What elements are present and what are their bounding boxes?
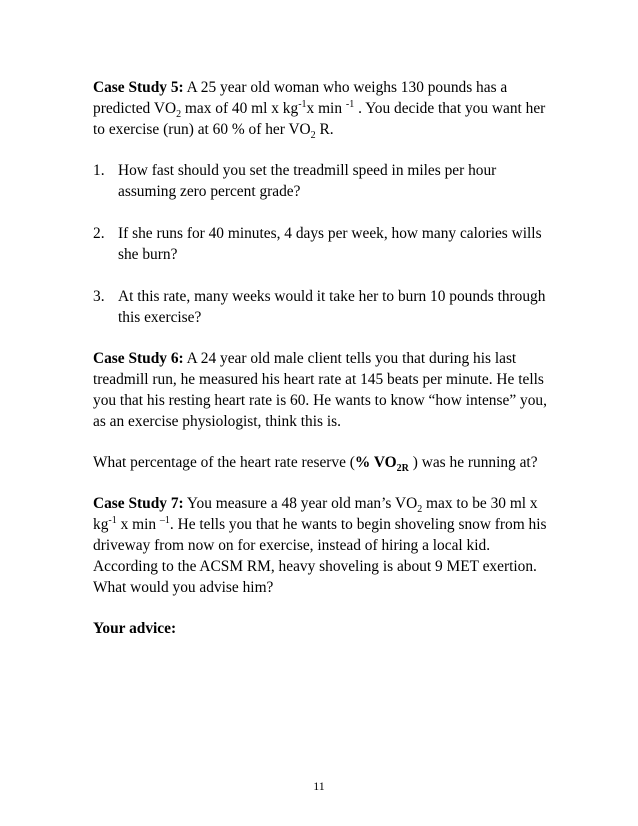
hrr-question-text: ) was he running at? [408, 454, 538, 471]
advice-label: Your advice: [93, 620, 177, 637]
case-study-5-heading: Case Study 5: [93, 79, 184, 96]
case-study-7-text: . He tells you that he wants to begin shoveling snow from his driveway from now on for exercise, instead of hiring a local kid. According to the ACSM RM, heavy shoveling is about 9 MET exertion. What would you advise him? [93, 516, 547, 596]
case-study-7-text: x min [116, 516, 160, 533]
list-item [93, 286, 553, 328]
question-number: 2. [93, 225, 105, 242]
case-study-5-text: max of 40 ml x kg [181, 100, 299, 117]
superscript: -1 [345, 98, 355, 110]
subscript: 2 [417, 504, 423, 516]
page-number: 11 [313, 779, 325, 793]
case-study-5 [93, 77, 553, 140]
superscript: -1 [298, 98, 307, 110]
question-text: If she runs for 40 minutes, 4 days per week, how many calories wills she burn? [118, 225, 542, 263]
hrr-question [93, 452, 553, 473]
case-study-7-text: max to be 30 ml x kg [93, 495, 538, 533]
list-item [93, 223, 553, 265]
hrr-question-text: What percentage of the heart rate reserve ( [93, 454, 355, 471]
subscript: 2R [396, 463, 409, 475]
case-study-5-text: x min [306, 100, 346, 117]
subscript: 2 [310, 130, 316, 142]
superscript: –1 [159, 514, 170, 526]
question-number: 1. [93, 162, 105, 179]
case-study-6 [93, 348, 553, 432]
case-study-5-text: A 25 year old woman who weighs 130 pounds has a predicted VO [93, 79, 508, 117]
case-study-7-text: You measure a 48 year old man’s VO [183, 495, 418, 512]
case-study-5-text: R. [315, 121, 334, 138]
document-body [93, 77, 553, 659]
case-study-7-heading: Case Study 7: [93, 495, 184, 512]
superscript: -1 [108, 514, 117, 526]
question-text: At this rate, many weeks would it take her to burn 10 pounds through this exercise? [118, 288, 546, 326]
hrr-symbol: % VO [354, 454, 397, 471]
case-study-6-heading: Case Study 6: [93, 350, 184, 367]
question-text: How fast should you set the treadmill speed in miles per hour assuming zero percent grade? [118, 162, 497, 200]
case-study-7 [93, 493, 553, 598]
case-study-5-text: . You decide that you want her to exercise (run) at 60 % of her VO [93, 100, 546, 138]
question-number: 3. [93, 288, 105, 305]
case-study-6-text: A 24 year old male client tells you that during his last treadmill run, he measured his heart rate at 145 beats per minute. He tells you that his resting heart rate is 60. He wants to know “how intense” you, as an exercise physiologist, think this is. [93, 350, 547, 430]
subscript: 2 [176, 109, 182, 121]
question-list [93, 160, 553, 328]
list-item [93, 160, 553, 202]
